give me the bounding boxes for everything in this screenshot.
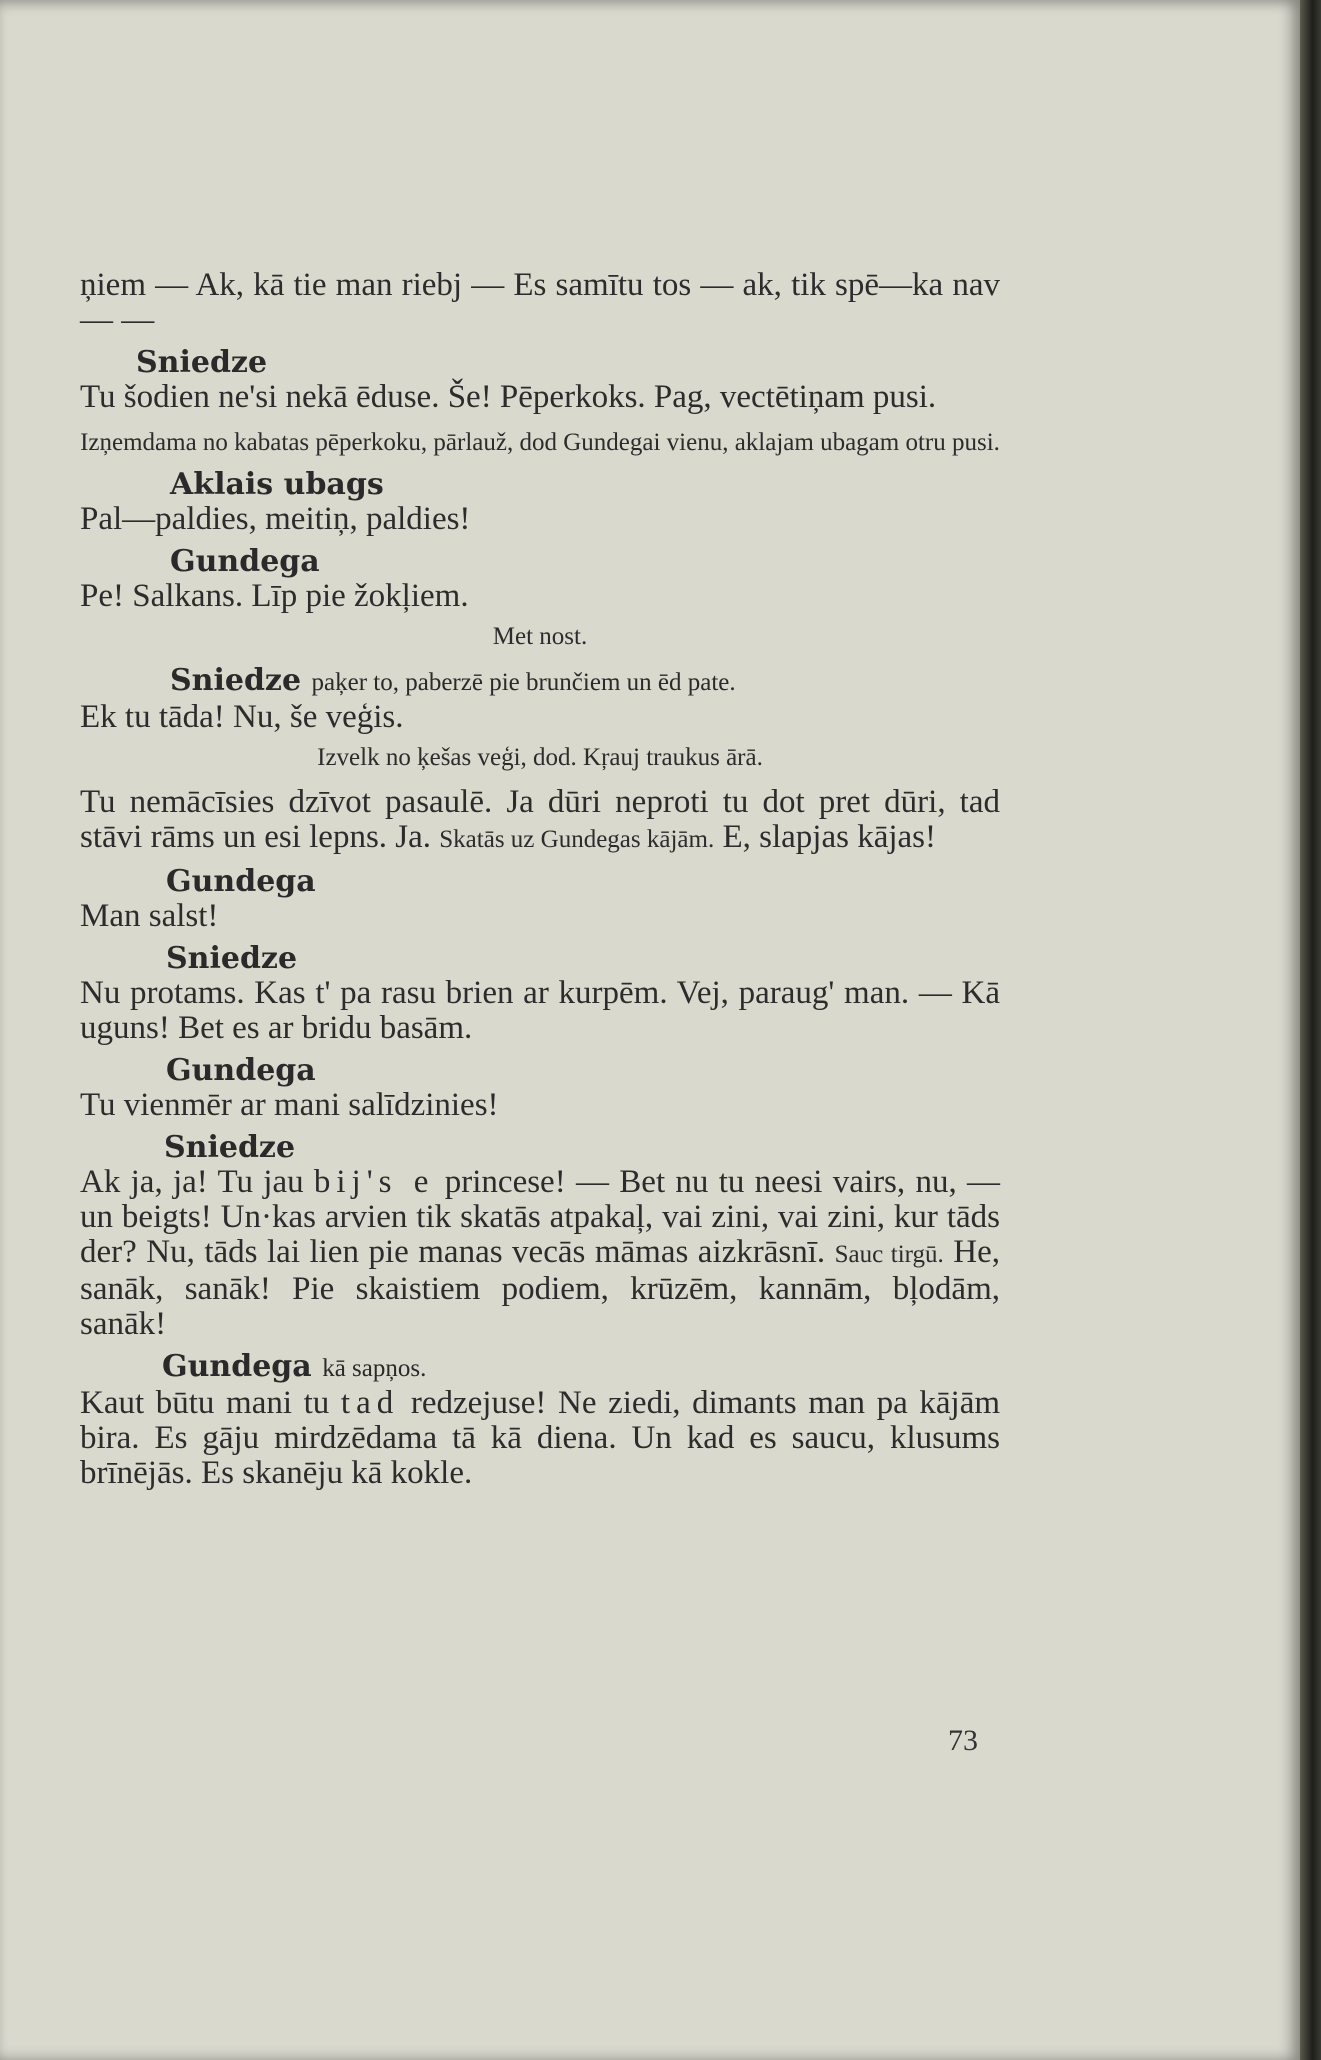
page-text [80,268,1000,1491]
stage-direction: Met nost. [492,623,588,650]
text-line: ņiem — Ak, kā tie man riebj — Es samītu tos — ak, tik spē—ka nav — — [80,267,1000,338]
speaker-label: Sniedze [170,663,302,698]
speaker-name [162,1350,1000,1386]
page-number: 73 [948,1724,978,1757]
text-span: Ak ja, ja! Tu jau [80,1164,304,1200]
speaker-name: Sniedze [136,345,268,380]
text-line [80,785,1000,857]
text-line: Tu vienmēr ar mani salīdzinies! [80,1087,499,1123]
text-line [80,1165,1000,1342]
stage-direction: Sauc tirgū. [834,1241,944,1268]
stage-direction: Skatās uz Gundegas kājām. [439,826,715,853]
stage-direction: paķer to, paberzē pie brunčiem un ēd pate. [311,669,736,696]
speaker-label: Gundega [162,1349,312,1384]
speaker-name: Aklais ubags [170,467,384,502]
text-line: Pal—paldies, meitiņ, paldies! [80,501,471,537]
stage-direction: Izvelk no ķešas veģi, dod. Kŗauj traukus ārā. [317,744,763,771]
text-line: Ek tu tāda! Nu, še veģis. [80,699,404,735]
text-span: princese! — Bet nu tu neesi vairs, nu, — un beigts! Un·kas arvien tik skatās atpakaļ, vai zini, vai zini, kur tāds der? Nu, tāds lai lien pie manas vecās māmas aizkrāsnī. [80,1164,1000,1270]
stage-direction: kā sapņos. [322,1355,427,1382]
speaker-name: Gundega [166,864,316,899]
speaker-name: Sniedze [164,1130,296,1165]
speaker-name: Gundega [166,1053,316,1088]
text-span: Tu nemācīsies dzīvot pasaulē. Ja dūri neproti tu dot pret dūri, tad stāvi rāms un esi lepns. Ja. [80,784,1000,855]
spaced-text: tad [340,1385,400,1421]
text-line: Nu protams. Kas t' pa rasu brien ar kurpēm. Vej, paraug' man. — Kā uguns! Bet es ar bridu basām. [80,975,1000,1046]
text-span: E, slapjas kājas! [722,819,936,855]
speaker-name [170,664,1000,700]
text-span: Kaut būtu mani tu [80,1385,330,1421]
text-line [80,1386,1000,1491]
speaker-name: Gundega [170,544,320,579]
text-line: Pe! Salkans. Līp pie žokļiem. [80,578,469,614]
spaced-text: bij's e [313,1164,435,1200]
text-span: He, sanāk, sanāk! Pie skaistiem podiem, krūzēm, kannām, bļodām, sanāk! [80,1234,1000,1342]
stage-direction: Izņemdama no kabatas pēperkoku, pārlauž, dod Gundegai vienu, aklajam ubagam otru pusi. [80,429,1000,456]
text-line: Man salst! [80,898,219,934]
text-span: redzejuse! Ne ziedi, dimants man pa kājām bira. Es gāju mirdzēdama tā kā diena. Un kad es saucu, klusums brīnējās. Es skanēju kā kokle. [80,1385,1001,1491]
speaker-name: Sniedze [166,941,298,976]
text-line: Tu šodien ne'si nekā ēduse. Še! Pēperkoks. Pag, vectētiņam pusi. [80,379,937,415]
book-edge [1300,0,1321,2060]
